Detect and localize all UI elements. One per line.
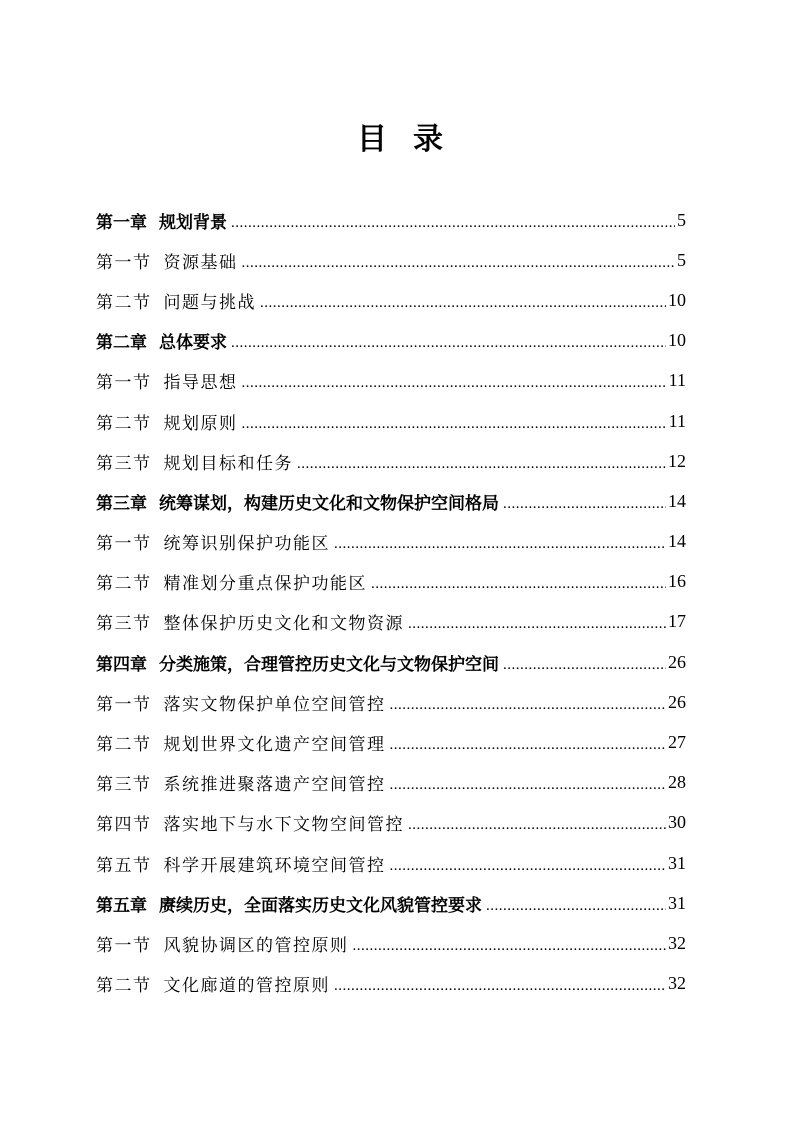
toc-entry-title: 规划目标和任务	[163, 453, 293, 474]
toc-entry-number: 第二节	[96, 292, 152, 313]
toc-entry-number: 第四节	[96, 815, 152, 836]
toc-page-number: 26	[668, 691, 686, 712]
toc-entry-title: 赓续历史，全面落实历史文化风貌管控要求	[159, 895, 482, 916]
toc-entry-number: 第三章	[96, 493, 147, 514]
toc-entry-label	[96, 368, 238, 393]
toc-entry-title: 落实文物保护单位空间管控	[163, 694, 386, 715]
toc-entry-title: 分类施策，合理管控历史文化与文物保护空间	[159, 654, 499, 675]
toc-section-entry[interactable]	[96, 401, 686, 441]
toc-section-entry[interactable]	[96, 441, 686, 481]
toc-dot-leader	[390, 858, 667, 875]
toc-dot-leader	[334, 536, 666, 553]
toc-section-entry[interactable]	[96, 562, 686, 602]
toc-entry-number: 第二节	[96, 976, 152, 997]
toc-page-number: 26	[668, 651, 686, 672]
toc-section-entry[interactable]	[96, 602, 686, 642]
toc-page-number: 31	[668, 892, 686, 913]
toc-entry-title: 指导思想	[163, 373, 238, 394]
toc-page-number: 27	[668, 732, 686, 753]
toc-dot-leader	[390, 777, 667, 794]
toc-dot-leader	[353, 938, 667, 955]
toc-entry-number: 第二节	[96, 413, 152, 434]
toc-entry-number: 第三节	[96, 775, 152, 796]
toc-dot-leader	[408, 817, 666, 834]
toc-chapter-entry[interactable]	[96, 481, 686, 521]
toc-entry-title: 文化廊道的管控原则	[163, 976, 330, 997]
toc-entry-number: 第一节	[96, 534, 152, 555]
toc-page-number: 32	[668, 973, 686, 994]
toc-section-entry[interactable]	[96, 280, 686, 320]
toc-entry-number: 第三节	[96, 453, 152, 474]
toc-entry-number: 第二章	[96, 333, 147, 354]
toc-entry-title: 落实地下与水下文物空间管控	[163, 815, 404, 836]
toc-section-entry[interactable]	[96, 843, 686, 883]
toc-entry-label	[96, 609, 404, 634]
toc-entry-label	[96, 730, 386, 755]
toc-entry-label	[96, 328, 227, 353]
toc-entry-label	[96, 891, 482, 916]
toc-entry-number: 第三节	[96, 614, 152, 635]
toc-chapter-entry[interactable]	[96, 883, 686, 923]
toc-dot-leader	[408, 616, 666, 633]
toc-entry-number: 第一章	[96, 212, 147, 233]
toc-entry-label	[96, 851, 386, 876]
toc-section-entry[interactable]	[96, 722, 686, 762]
table-of-contents	[96, 200, 686, 1004]
toc-section-entry[interactable]	[96, 361, 686, 401]
toc-dot-leader	[242, 255, 676, 272]
toc-section-entry[interactable]	[96, 803, 686, 843]
toc-entry-title: 科学开展建筑环境空间管控	[163, 855, 386, 876]
toc-section-entry[interactable]	[96, 923, 686, 963]
toc-dot-leader	[231, 335, 666, 352]
toc-entry-label	[96, 409, 238, 434]
toc-entry-label	[96, 569, 367, 594]
toc-dot-leader	[260, 295, 666, 312]
toc-section-entry[interactable]	[96, 964, 686, 1004]
toc-section-entry[interactable]	[96, 522, 686, 562]
toc-dot-leader	[297, 456, 666, 473]
toc-entry-title: 问题与挑战	[163, 292, 256, 313]
toc-chapter-entry[interactable]	[96, 200, 686, 240]
toc-entry-number: 第五节	[96, 855, 152, 876]
toc-entry-number: 第二节	[96, 574, 152, 595]
toc-page-number: 30	[668, 812, 686, 833]
toc-dot-leader	[371, 576, 666, 593]
toc-page-number: 17	[668, 611, 686, 632]
toc-page-number: 32	[668, 932, 686, 953]
toc-entry-label	[96, 248, 238, 273]
title-char-1: 目	[357, 122, 387, 157]
toc-dot-leader	[390, 737, 667, 754]
toc-entry-title: 资源基础	[163, 252, 238, 273]
toc-entry-title: 风貌协调区的管控原则	[163, 935, 349, 956]
toc-dot-leader	[503, 496, 666, 513]
toc-entry-title: 规划原则	[163, 413, 238, 434]
toc-dot-leader	[503, 657, 666, 674]
toc-entry-label	[96, 208, 227, 233]
toc-page-number: 14	[668, 531, 686, 552]
title-char-2: 录	[413, 122, 443, 157]
toc-dot-leader	[242, 416, 667, 433]
toc-entry-title: 系统推进聚落遗产空间管控	[163, 775, 386, 796]
toc-dot-leader	[231, 215, 675, 232]
toc-dot-leader	[242, 375, 667, 392]
toc-page-number: 16	[668, 571, 686, 592]
toc-entry-title: 规划世界文化遗产空间管理	[163, 735, 386, 756]
toc-entry-label	[96, 650, 499, 675]
toc-entry-label	[96, 449, 293, 474]
toc-page-number: 28	[668, 772, 686, 793]
toc-entry-title: 统筹识别保护功能区	[163, 534, 330, 555]
toc-entry-title: 统筹谋划，构建历史文化和文物保护空间格局	[159, 493, 499, 514]
toc-page-number: 5	[677, 249, 686, 270]
toc-entry-number: 第二节	[96, 735, 152, 756]
toc-entry-title: 精准划分重点保护功能区	[163, 574, 367, 595]
toc-entry-label	[96, 288, 256, 313]
toc-dot-leader	[334, 978, 666, 995]
toc-section-entry[interactable]	[96, 682, 686, 722]
toc-entry-title: 整体保护历史文化和文物资源	[163, 614, 404, 635]
toc-entry-label	[96, 770, 386, 795]
toc-page-number: 31	[668, 852, 686, 873]
toc-page-number: 10	[668, 289, 686, 310]
toc-page-number: 10	[668, 330, 686, 351]
page-title	[0, 114, 800, 158]
toc-entry-label	[96, 529, 330, 554]
toc-page-number: 11	[668, 410, 686, 431]
toc-entry-label	[96, 690, 386, 715]
toc-entry-number: 第五章	[96, 895, 147, 916]
toc-chapter-entry[interactable]	[96, 642, 686, 682]
toc-entry-number: 第一节	[96, 373, 152, 394]
toc-entry-label	[96, 971, 330, 996]
toc-page-number: 5	[677, 209, 686, 230]
toc-page-number: 12	[668, 450, 686, 471]
toc-section-entry[interactable]	[96, 240, 686, 280]
toc-page-number: 14	[668, 490, 686, 511]
toc-entry-label	[96, 810, 404, 835]
toc-page-number: 11	[668, 370, 686, 391]
toc-dot-leader	[486, 898, 666, 915]
toc-section-entry[interactable]	[96, 763, 686, 803]
toc-entry-title: 总体要求	[159, 333, 227, 354]
toc-chapter-entry[interactable]	[96, 321, 686, 361]
toc-entry-label	[96, 489, 499, 514]
toc-entry-number: 第一节	[96, 935, 152, 956]
toc-entry-title: 规划背景	[159, 212, 227, 233]
toc-entry-number: 第一节	[96, 694, 152, 715]
toc-dot-leader	[390, 697, 667, 714]
toc-entry-number: 第四章	[96, 654, 147, 675]
toc-entry-number: 第一节	[96, 252, 152, 273]
toc-entry-label	[96, 931, 349, 956]
